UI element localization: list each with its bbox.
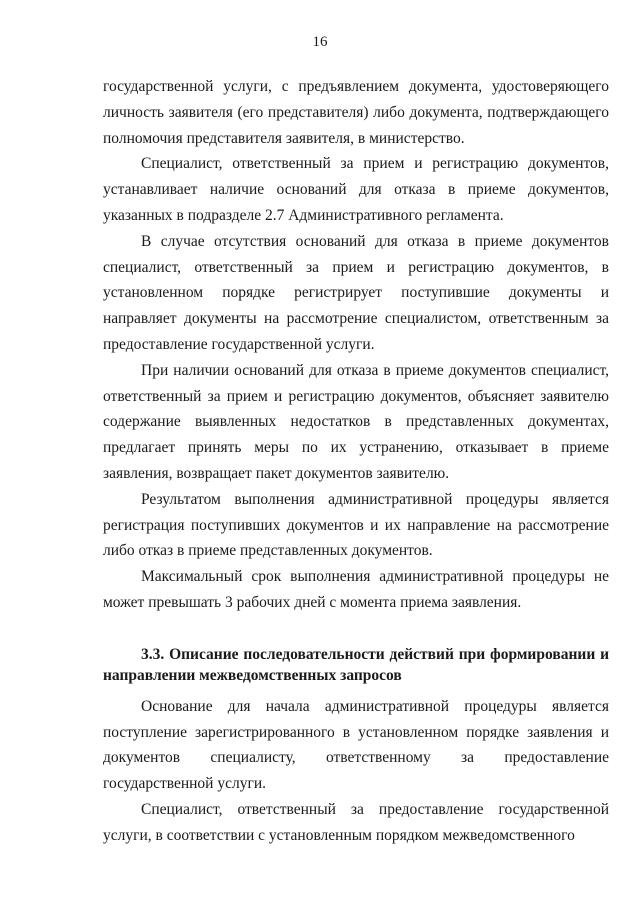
paragraph-registration-check: Специалист, ответственный за прием и регистрацию документов, устанавливает наличие оснований для отказа в приеме документов, указанных в подразделе 2.7 Административного регламента. <box>103 155 609 224</box>
paragraph-grounds-present: При наличии оснований для отказа в приеме документов специалист, ответственный за прием и регистрацию документов, объясняет заявителю содержание выявленных недостатков в представленных документах, предлагает принять меры по их устранению, отказывает в приеме заявления, возвращает пакет документов заявителю. <box>103 361 609 482</box>
paragraph-result: Результатом выполнения административной процедуры является регистрация поступивших документов и их направление на рассмотрение либо отказ в приеме представленных документов. <box>103 490 609 560</box>
page-number: 16 <box>312 34 328 50</box>
paragraph-basis: Основание для начала административной процедуры является поступление зарегистрированного в установленном порядке заявления и документов специалисту, ответственному за предоставление государственной услуги. <box>103 697 609 793</box>
paragraph-no-grounds: В случае отсутствия оснований для отказа в приеме документов специалист, ответственный за прием и регистрацию документов, в установленном порядке регистрирует поступившие документы и направляет документы на рассмотрение специалистом, ответственным за предоставление государственной услуги. <box>103 232 609 353</box>
document-body <box>103 74 609 849</box>
heading-spacer <box>103 686 609 694</box>
section-spacer <box>103 616 609 644</box>
section-heading: 3.3. Описание последовательности действий при формировании и направлении межведомственных запросов <box>103 645 609 684</box>
paragraph-max-term: Максимальный срок выполнения административной процедуры не может превышать 3 рабочих дней с момента приема заявления. <box>103 568 609 611</box>
paragraph-interagency: Специалист, ответственный за предоставление государственной услуги, в соответствии с установленным порядком межведомственного <box>103 800 609 844</box>
paragraph-continuation: государственной услуги, с предъявлением документа, удостоверяющего личность заявителя (его представителя) либо документа, подтверждающего полномочия представителя заявителя, в министерство. <box>103 78 609 147</box>
